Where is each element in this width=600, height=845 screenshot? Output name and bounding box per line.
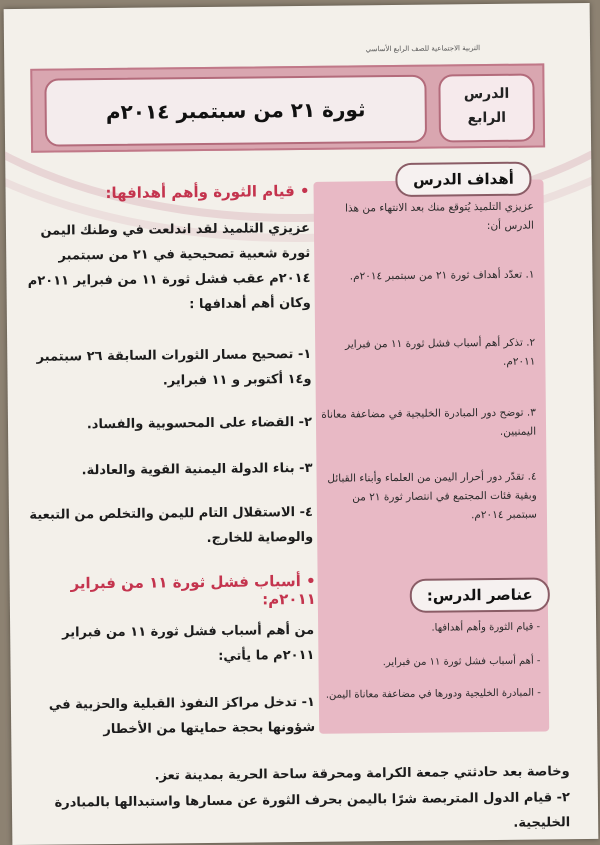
goal-item: ٣. توضح دور المبادرة الخليجية في مضاعفة معاناة اليمنيين.: [321, 406, 537, 438]
elements-heading: عناصر الدرس:: [410, 577, 550, 612]
lesson-title-box: [44, 75, 427, 147]
section-heading-revolution: • قيام الثورة وأهم أهدافها:: [105, 181, 310, 203]
cause-point: ١- تدخل مراكز النفوذ القبلية والحزبية في شؤونها بحجة حمايتها من الأخطار: [48, 694, 316, 738]
goal-point: ٤- الاستقلال التام لليمن والتخلص من التبعية والوصاية للخارج.: [29, 504, 314, 546]
section-intro: عزيزي التلميذ لقد اندلعت في وطنك اليمن ثورة شعبية تصحيحية في ٢١ من سبتمبر ٢٠١٤م عقب فشل ثورة ١١ من فبراير ٢٠١١م وكان أهم أهدافها :: [27, 220, 311, 313]
element-item: - أهم أسباب فشل ثورة ١١ من فبراير.: [382, 655, 541, 669]
goal-item: ٢. تذكر أهم أسباب فشل ثورة ١١ من فبراير ٢٠١١م.: [344, 336, 536, 368]
goals-heading: أهداف الدرس: [395, 162, 531, 197]
cause-point-continued: وخاصة بعد حادثتي جمعة الكرامة ومحرقة ساحة الحرية بمدينة تعز.: [154, 764, 570, 784]
goal-item: ٤. تقدّر دور أحرار اليمن من العلماء وأبناء القبائل وبقية فئات المجتمع في انتصار ثورة ٢١ من سبتمبر ٢٠١٤م.: [327, 470, 538, 522]
cause-point: ٢- قيام الدول المتربصة شرًا باليمن بحرف الثورة عن مسارها واستبدالها بالمبادرة الخليجية.: [54, 790, 571, 831]
goal-point: ١- تصحيح مسار الثورات السابقة ٢٦ سبتمبر و١٤ أكتوبر و ١١ فبراير.: [36, 346, 312, 389]
goals-intro: عزيزي التلميذ يُتوقع منك بعد الانتهاء من هذا الدرس أن:: [344, 200, 534, 233]
lesson-title: ثورة ٢١ من سبتمبر ٢٠١٤م: [105, 97, 366, 125]
lesson-banner: [30, 63, 545, 152]
section-intro: من أهم أسباب فشل ثورة ١١ من فبراير ٢٠١١م ما يأتي:: [62, 622, 315, 664]
goal-item: ١. تعدّد أهداف ثورة ٢١ من سبتمبر ٢٠١٤م.: [349, 268, 535, 283]
goals-panel: [313, 179, 549, 733]
goal-point: ٣- بناء الدولة اليمنية القوية والعادلة.: [81, 460, 313, 479]
lesson-ordinal: الرابع: [467, 109, 507, 127]
goal-point: ٢- القضاء على المحسوبية والفساد.: [86, 414, 313, 433]
lesson-number-box: [438, 74, 535, 143]
element-item: - قيام الثورة وأهم أهدافها.: [431, 621, 541, 634]
section-heading-failure: • أسباب فشل ثورة ١١ من فبراير ٢٠١١م:: [70, 571, 316, 609]
textbook-page: [4, 3, 599, 845]
lesson-label: الدرس: [463, 85, 510, 103]
element-item: - المبادرة الخليجية ودورها في مضاعفة معاناة اليمن.: [325, 687, 541, 701]
subject-header: التربية الاجتماعية للصف الرابع الأساسي: [365, 44, 481, 54]
